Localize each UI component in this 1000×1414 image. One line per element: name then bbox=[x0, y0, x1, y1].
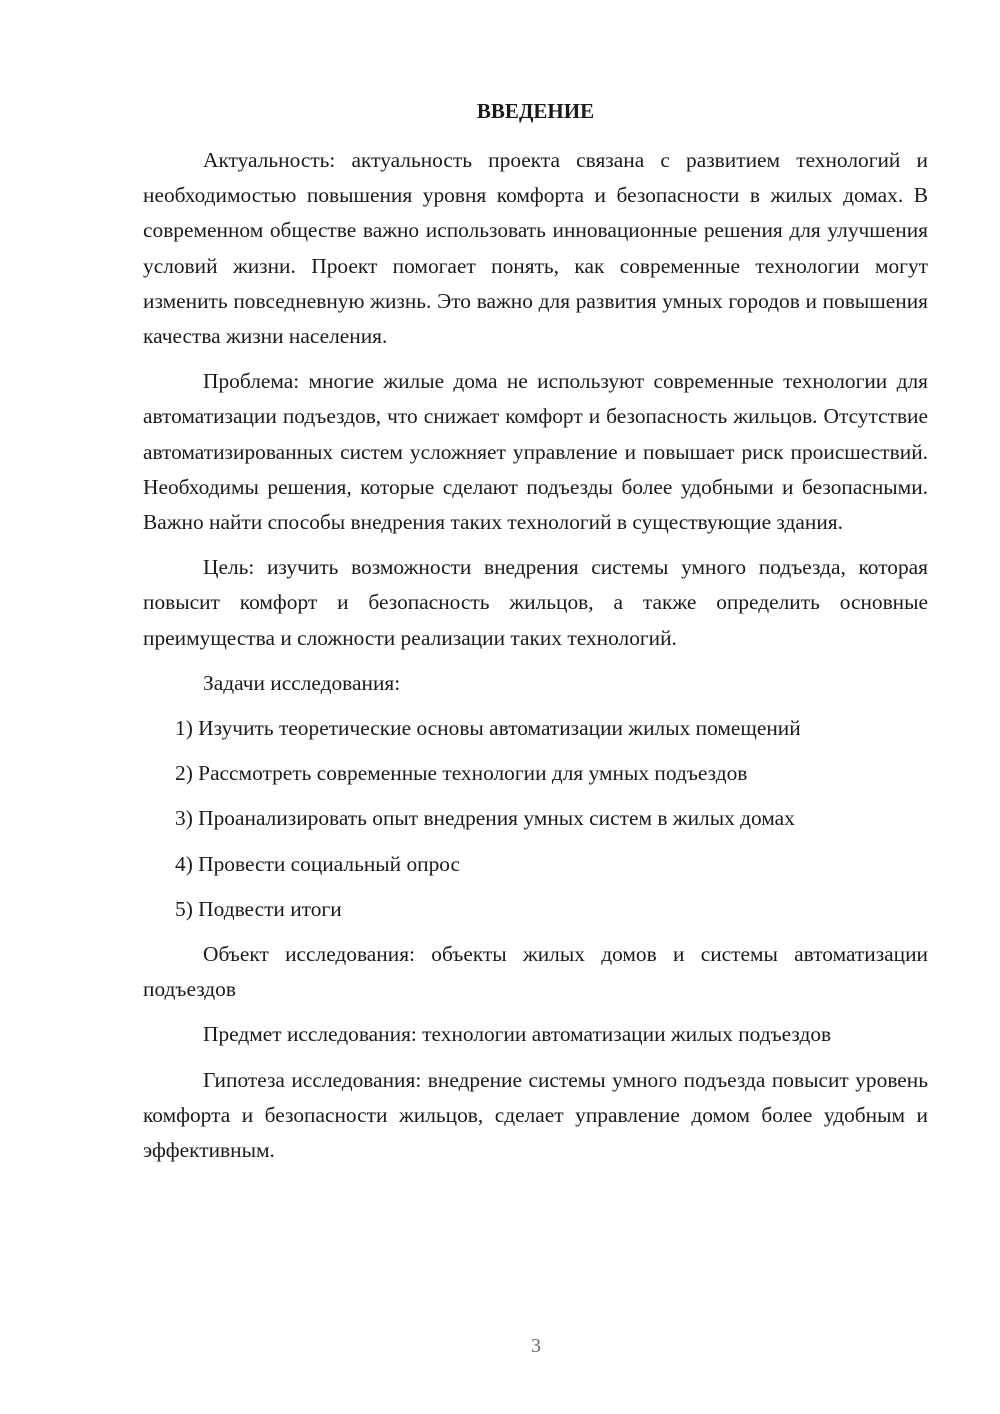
document-body bbox=[143, 143, 928, 1178]
relevance-paragraph: Актуальность: актуальность проекта связана с развитием технологий и необходимостью повышения уровня комфорта и безопасности в жилых домах. В современном обществе важно использовать инновационные решения для улучшения условий жизни. Проект помогает понять, как современные технологии могут изменить повседневную жизнь. Это важно для развития умных городов и повышения качества жизни населения. bbox=[143, 148, 928, 349]
list-item: 4) Провести социальный опрос bbox=[175, 851, 461, 876]
goal-paragraph: Цель: изучить возможности внедрения системы умного подъезда, которая повысит комфорт и безопасность жильцов, а также определить основные преимущества и сложности реализации таких технологий. bbox=[143, 555, 928, 650]
problem-paragraph: Проблема: многие жилые дома не используют современные технологии для автоматизации подъездов, что снижает комфорт и безопасность жильцов. Отсутствие автоматизированных систем усложняет управление и повышает риск происшествий. Необходимы решения, которые сделают подъезды более удобными и безопасными. Важно найти способы внедрения таких технологий в существующие здания. bbox=[143, 369, 928, 535]
list-item: 1) Изучить теоретические основы автоматизации жилых помещений bbox=[175, 716, 801, 741]
list-item: 3) Проанализировать опыт внедрения умных систем в жилых домах bbox=[175, 806, 795, 831]
tasks-list bbox=[143, 711, 928, 927]
list-item: 5) Подвести итоги bbox=[175, 896, 342, 921]
subject-paragraph: Предмет исследования: технологии автоматизации жилых подъездов bbox=[203, 1022, 832, 1047]
tasks-heading: Задачи исследования: bbox=[203, 670, 401, 695]
hypothesis-paragraph: Гипотеза исследования: внедрение системы умного подъезда повысит уровень комфорта и безопасности жильцов, сделает управление домом более удобным и эффективным. bbox=[143, 1067, 928, 1163]
object-paragraph: Объект исследования: объекты жилых домов и системы автоматизации подъездов bbox=[143, 942, 928, 1002]
list-item: 2) Рассмотреть современные технологии для умных подъездов bbox=[175, 761, 748, 786]
page-number: 3 bbox=[531, 1335, 541, 1357]
page-title: ВВЕДЕНИЕ bbox=[476, 99, 595, 123]
